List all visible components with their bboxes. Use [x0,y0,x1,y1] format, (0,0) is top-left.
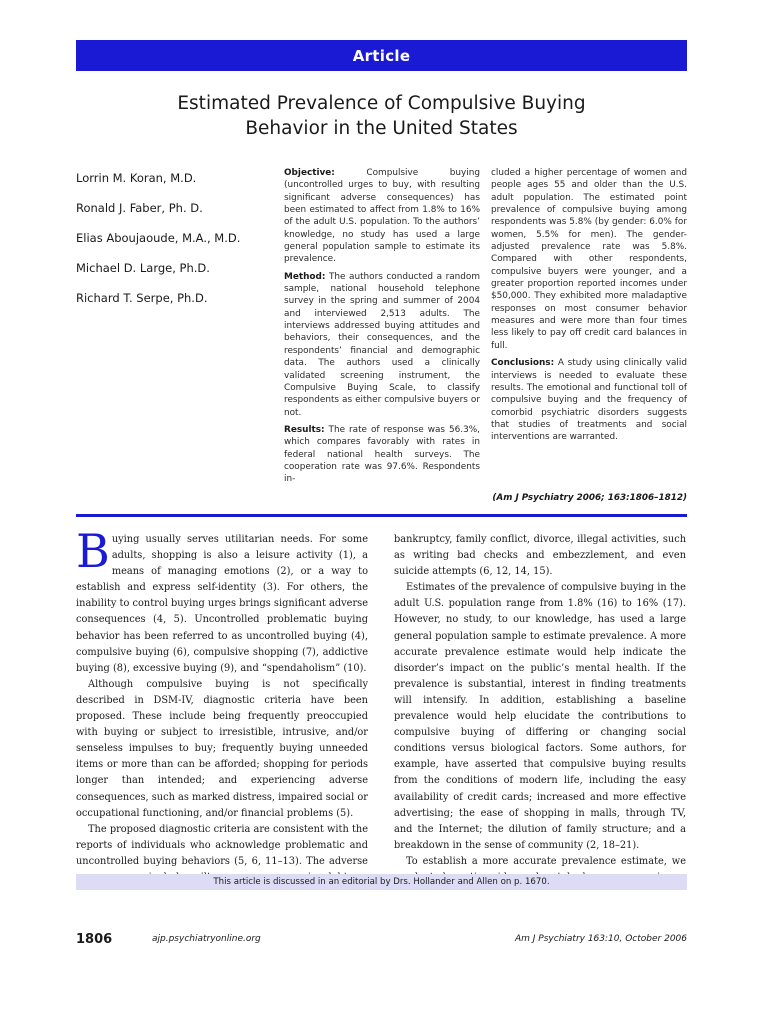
abstract-results [284,424,480,486]
author-name: Richard T. Serpe, Ph.D. [76,291,208,305]
conclusions-label: Conclusions: [491,358,555,369]
article-banner [76,40,687,71]
method-text: The authors conducted a random sample, national household telephone survey in the spring and summer of 2004 and interviewed 2,513 adults. The interviews addressed buying attitudes and behaviors, their consequences, and the respondents’ financial and demographic data. The authors used a clinically validated screening instrument, the Compulsive Buying Scale, to classify respondents as either compulsive buyers or not. [284,271,480,418]
author-name: Elias Aboujaoude, M.A., M.D. [76,231,241,245]
results-label: Results: [284,424,325,435]
abstract-column-2 [491,167,687,449]
abstract-objective [284,167,480,266]
article-label: Article [352,46,411,65]
title-line-1: Estimated Prevalence of Compulsive Buying [177,93,586,114]
title-line-2: Behavior in the United States [245,118,518,139]
abstract-column-1 [284,167,480,491]
author-list [76,167,266,317]
journal-citation: (Am J Psychiatry 2006; 163:1806–1812) [492,493,687,503]
body-column-2 [394,532,686,886]
results-continued-text: cluded a higher percentage of women and people ages 55 and older than the U.S. adult population. The estimated point prevalence of compulsive buying among respondents was 5.8% (by gender: 6.0% for women, 5.5% for men). The gender-adjusted prevalence rate was 5.8%. Compared with other respondents, compulsive buyers were younger, and a greater proportion reported incomes under $50,000. They exhibited more maladaptive responses on most consumer behavior measures and were more than four times less likely to pay off credit card balances in full. [491,168,687,351]
body-paragraph: bankruptcy, family conflict, divorce, illegal activities, such as writing bad checks and embezzlement, and even suicide attempts (6, 12, 14, 15). [394,534,686,578]
editorial-note: This article is discussed in an editorial by Drs. Hollander and Allen on p. 1670. [76,874,687,890]
method-label: Method: [284,271,326,282]
section-divider [76,514,687,517]
results-text: The rate of response was 56.3%, which compares favorably with rates in federal national health surveys. The cooperation rate was 97.6%. Respondents in- [284,424,480,485]
body-paragraph: To establish a more accurate prevalence estimate, we [406,855,686,867]
conclusions-text: A study using clinically valid interviews is needed to evaluate these results. The emotional and functional toll of compulsive buying and the frequency of comorbid psychiatric disorders suggests that studies of treatments and social interventions are warranted. [491,358,687,443]
page-number: 1806 [76,932,113,947]
abstract-method [284,271,480,419]
paragraph-text: uying usually serves utilitarian needs. For some adults, shopping is also a leisure activity (1), a means of managing emotions (2), or a way to establish and express self-identity (3). For others, the inability to control buying urges brings significant adverse consequences (4, 5). Uncontrolled problematic buying behavior has been referred to as uncontrolled buying (4), compulsive buying (6), compulsive shopping (7), addictive buying (8), excessive buying (9), and “spendaholism” (10). [76,534,368,674]
footer-url[interactable]: ajp.psychiatryonline.org [152,934,261,944]
body-paragraph: Estimates of the prevalence of compulsive buying in the adult U.S. population range from 1.8% (16) to 16% (17). However, no study, to our knowledge, has used a large general population sample to estimate prevalence. A more accurate prevalence estimate would help indicate the disorder’s impact on the public’s mental health. If the prevalence is substantial, interest in finding treatments will intensify. In addition, establishing a baseline prevalence would help elucidate the contributions to compulsive buying of differing or changing social conditions versus biological factors. Some authors, for example, have asserted that compulsive buying results from the conditions of modern life, including the easy availability of credit cards; increased and more effective advertising; the ease of shopping in malls, through TV, and the Internet; the dilution of family structure; and a breakdown in the sense of community (2, 18–21). [394,582,686,851]
article-title [76,91,687,141]
objective-text: Compulsive buying (uncontrolled urges to buy, with resulting significant adverse consequences) has been estimated to affect from 1.8% to 16% of the adult U.S. population. To the authors’ knowledge, no study has used a large general population sample to estimate its prevalence. [284,168,481,265]
author-name: Lorrin M. Koran, M.D. [76,171,197,185]
body-paragraph [76,524,368,677]
objective-label: Objective: [284,168,335,178]
drop-cap: B [76,524,110,578]
body-paragraph: Although compulsive buying is not specifically described in DSM-IV, diagnostic criteria have been proposed. These include being frequently preoccupied with buying or subject to irresistible, intrusive, and/or senseless impulses to buy; frequently buying unneeded items or more than can be afforded; shopping for periods longer than intended; and experiencing adverse consequences, such as marked distress, impaired social or occupational functioning, and/or financial problems (5). [76,678,368,819]
body-paragraph: The proposed diagnostic criteria are consistent with the reports of individuals who acknowledge problematic and uncontrolled buying behaviors (5, 6, 11–13). The adverse [76,823,368,867]
author-name: Ronald J. Faber, Ph. D. [76,201,203,215]
abstract-results-continued [491,167,687,352]
author-name: Michael D. Large, Ph.D. [76,261,210,275]
footer-journal: Am J Psychiatry 163:10, October 2006 [515,934,687,944]
body-column-1 [76,524,368,886]
abstract-conclusions [491,357,687,443]
